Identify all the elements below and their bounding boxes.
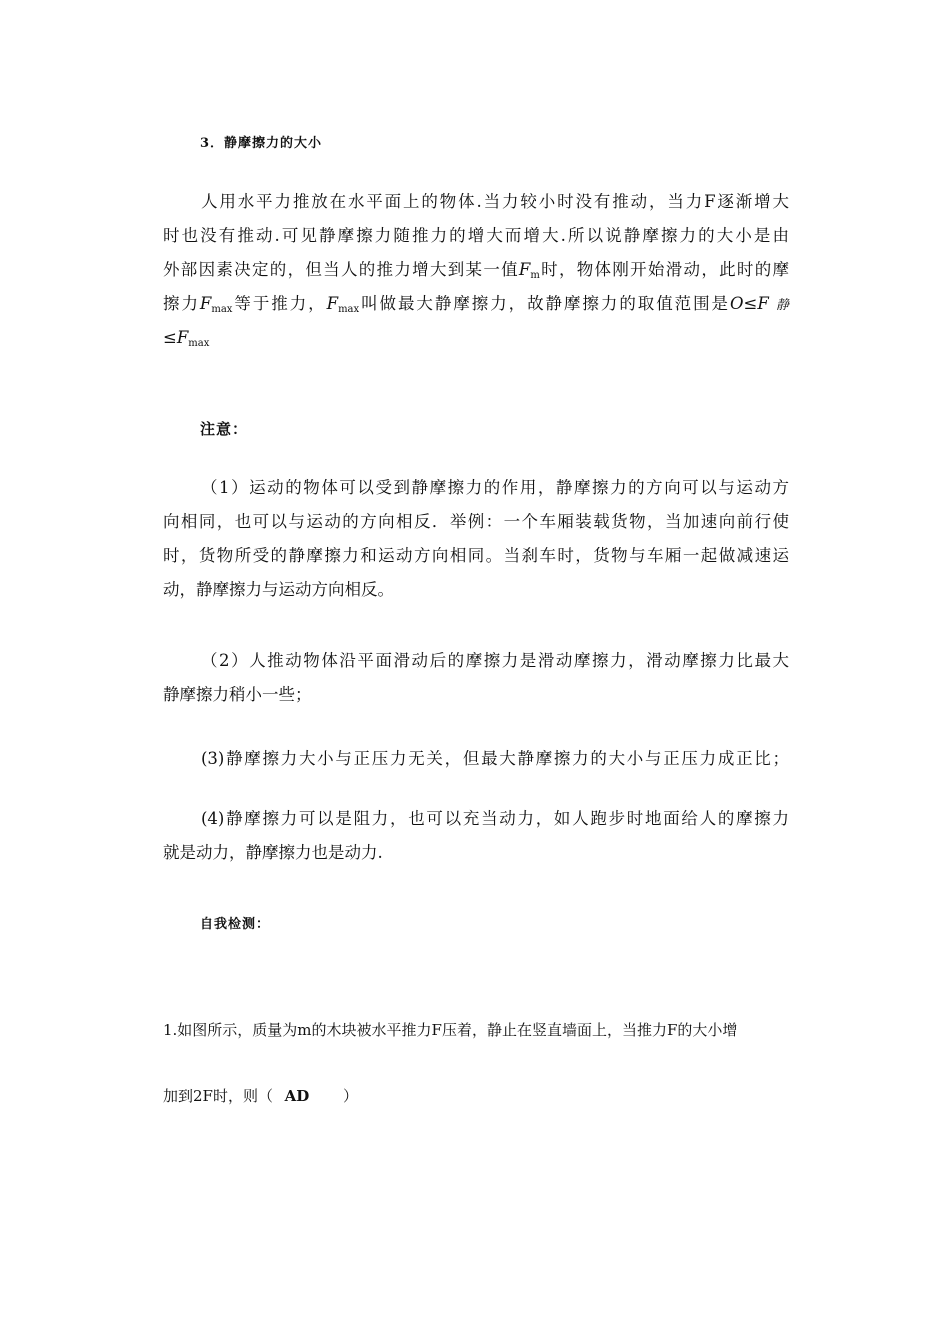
intro-line-3-text-a: 外部因素决定的，但当人的推力增大到某一值	[163, 260, 519, 279]
question-1-line-2	[163, 1080, 789, 1113]
note-4	[163, 802, 789, 870]
range-expression: O≤F 静	[730, 294, 790, 313]
note-1-line-4: 动，静摩擦力与运动方向相反。	[163, 580, 394, 599]
intro-paragraph	[163, 185, 789, 355]
f-max-symbol-2: $F_{max}$	[326, 294, 360, 315]
note-3	[163, 742, 789, 776]
le-symbol: ≤	[163, 328, 177, 347]
intro-line-4	[163, 287, 789, 321]
f-max-symbol-3: $F_{max}$	[176, 328, 210, 349]
intro-line-4-text-b: 等于推力，	[232, 294, 327, 313]
intro-line-5	[163, 321, 789, 355]
question-1-answer: AD	[284, 1087, 310, 1105]
note-2-line-1: （2）人推动物体沿平面滑动后的摩擦力是滑动摩擦力，滑动摩擦力比最大	[201, 651, 789, 670]
f-m-symbol: $F_m$	[518, 260, 540, 281]
intro-line-3-text-b: 时，物体刚开始滑动，此时的摩	[539, 260, 790, 279]
self-check-heading: 自我检测：	[200, 917, 271, 932]
question-1-stem: 加到2F时，则（	[163, 1087, 273, 1105]
note-2-line-2: 静摩擦力稍小一些；	[163, 685, 312, 704]
note-1-line-1: （1）运动的物体可以受到静摩擦力的作用，静摩擦力的方向可以与运动方	[201, 478, 789, 497]
note-2	[163, 644, 789, 712]
question-1-close-paren: ）	[342, 1087, 358, 1105]
note-4-line-2: 就是动力，静摩擦力也是动力.	[163, 843, 383, 862]
note-heading: 注意：	[200, 420, 249, 438]
intro-line-3	[163, 253, 789, 287]
question-1	[163, 1014, 789, 1113]
intro-line-1: 人用水平力推放在水平面上的物体.当力较小时没有推动，当力F逐渐增大	[201, 192, 789, 211]
section-heading: 3．静摩擦力的大小	[200, 136, 323, 151]
f-max-symbol: $F_{max}$	[199, 294, 233, 315]
note-1	[163, 471, 789, 607]
note-1-line-3: 时，货物所受的静摩擦力和运动方向相同。当刹车时，货物与车厢一起做减速运	[163, 546, 789, 565]
intro-line-2: 时也没有推动.可见静摩擦力随推力的增大而增大.所以说静摩擦力的大小是由	[163, 226, 789, 245]
intro-line-4-text-c: 叫做最大静摩擦力，故静摩擦力的取值范围是	[359, 294, 730, 313]
note-4-line-1: (4)静摩擦力可以是阻力，也可以充当动力，如人跑步时地面给人的摩擦力	[201, 809, 789, 828]
question-1-line-1: 1.如图所示，质量为m的木块被水平推力F压着，静止在竖直墙面上，当推力F的大小增	[163, 1021, 738, 1039]
note-1-line-2: 向相同，也可以与运动的方向相反．举例：一个车厢装载货物，当加速向前行使	[163, 512, 789, 531]
note-3-line-1: (3)静摩擦力大小与正压力无关，但最大静摩擦力的大小与正压力成正比；	[201, 749, 789, 768]
intro-line-4-text-a: 擦力	[163, 294, 200, 313]
